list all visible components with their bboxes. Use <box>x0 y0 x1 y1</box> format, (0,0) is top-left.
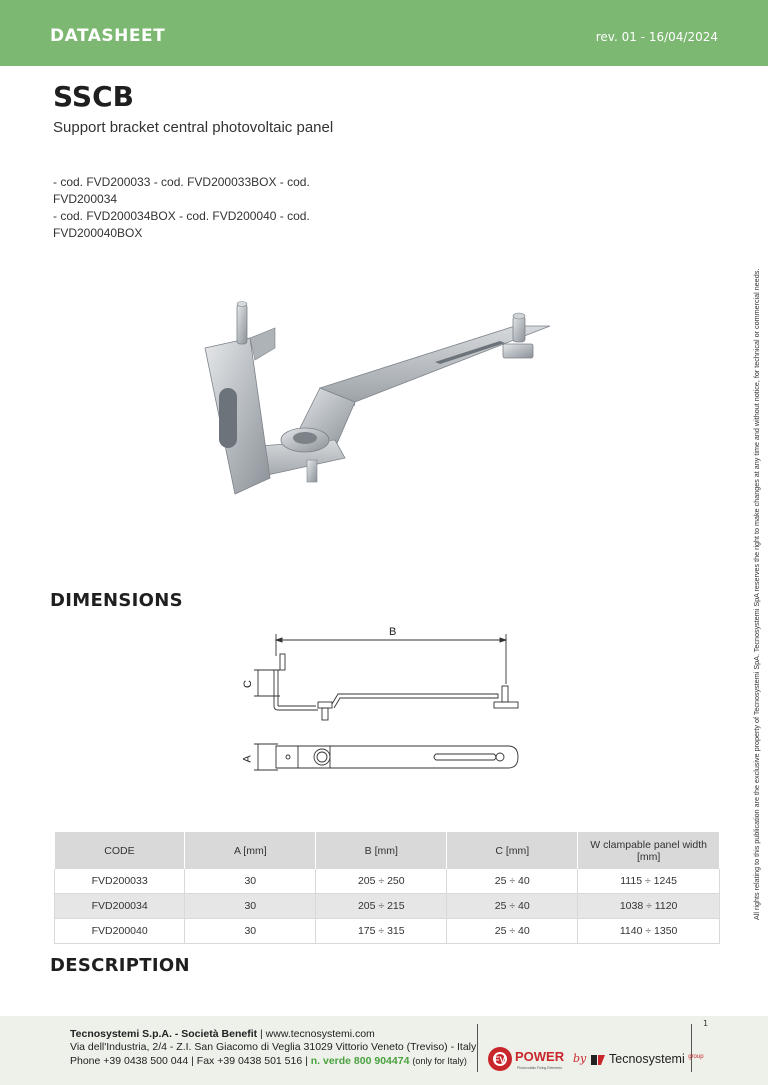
cell-w: 1115 ÷ 1245 <box>578 869 720 894</box>
dim-label-a: A <box>241 755 254 763</box>
fv-logo-text: FV <box>494 1055 506 1065</box>
cell-w: 1038 ÷ 1120 <box>578 894 720 919</box>
table-row <box>55 919 720 944</box>
tecnosystemi-mark-icon <box>591 1055 605 1065</box>
product-codes <box>53 174 323 242</box>
cell-c: 25 ÷ 40 <box>447 869 578 894</box>
dim-label-c: C <box>241 680 254 688</box>
dimensions-heading: DIMENSIONS <box>50 590 183 611</box>
cell-c: 25 ÷ 40 <box>447 894 578 919</box>
spec-table <box>54 832 720 944</box>
footer-divider <box>477 1024 478 1072</box>
code-line: - cod. FVD200034BOX - cod. FVD200040 - cod. FVD200040BOX <box>53 209 310 240</box>
toll-free-note: (only for Italy) <box>412 1056 467 1066</box>
phone-fax: Phone +39 0438 500 044 | Fax +39 0438 501 516 | <box>70 1055 308 1067</box>
table-header-row <box>55 832 720 869</box>
fv-power-logo <box>487 1046 571 1076</box>
cell-a: 30 <box>185 894 316 919</box>
code-line: - cod. FVD200033 - cod. FVD200033BOX - cod. FVD200034 <box>53 175 310 206</box>
cell-a: 30 <box>185 869 316 894</box>
header-a: A [mm] <box>185 832 316 869</box>
cell-a: 30 <box>185 919 316 944</box>
tecnosystemi-logo-text: Tecnosystemi <box>609 1052 685 1066</box>
toll-free-number: n. verde 800 904474 <box>310 1055 410 1067</box>
footer-contacts <box>70 1055 467 1067</box>
company-website[interactable]: | www.tecnosystemi.com <box>260 1028 375 1040</box>
tecnosystemi-group-text: group <box>688 1053 704 1060</box>
dimension-drawing <box>238 624 530 774</box>
cell-code: FVD200040 <box>55 919 185 944</box>
footer-company-line <box>70 1028 375 1040</box>
product-name: SSCB <box>53 80 134 113</box>
cell-w: 1140 ÷ 1350 <box>578 919 720 944</box>
dim-label-b: B <box>389 626 397 638</box>
header-bar <box>0 0 768 66</box>
power-logo-text: POWER <box>515 1049 565 1064</box>
cell-b: 175 ÷ 315 <box>316 919 447 944</box>
company-name: Tecnosystemi S.p.A. - Società Benefit <box>70 1028 258 1040</box>
tecnosystemi-logo <box>591 1052 704 1066</box>
cell-b: 205 ÷ 215 <box>316 894 447 919</box>
product-photo <box>195 298 565 503</box>
header-c: C [mm] <box>447 832 578 869</box>
description-heading: DESCRIPTION <box>50 955 190 976</box>
company-address: Via dell'Industria, 2/4 - Z.I. San Giacomo di Veglia 31029 Vittorio Veneto (Treviso) - Italy <box>70 1041 477 1053</box>
header-b: B [mm] <box>316 832 447 869</box>
page-number: 1 <box>703 1019 709 1028</box>
table-row <box>55 894 720 919</box>
product-subtitle: Support bracket central photovoltaic panel <box>53 119 334 136</box>
header-code: CODE <box>55 832 185 869</box>
cell-c: 25 ÷ 40 <box>447 919 578 944</box>
cell-code: FVD200033 <box>55 869 185 894</box>
table-row <box>55 869 720 894</box>
cell-code: FVD200034 <box>55 894 185 919</box>
cell-b: 205 ÷ 250 <box>316 869 447 894</box>
revision-label: rev. 01 - 16/04/2024 <box>595 30 718 44</box>
footer <box>0 1016 768 1085</box>
logo-by-text: by <box>573 1052 587 1065</box>
power-logo-subtext: Photovoltaic Fixing Elements <box>517 1066 562 1070</box>
datasheet-title: DATASHEET <box>50 26 166 46</box>
rights-notice: All rights relating to this publication are the exclusive property of Tecnosystemi SpA. Tecnosystemi SpA reserves the right to make changes at any time and without notice, for technical or commercial needs. <box>752 268 761 920</box>
header-w: W clampable panel width [mm] <box>578 832 720 869</box>
